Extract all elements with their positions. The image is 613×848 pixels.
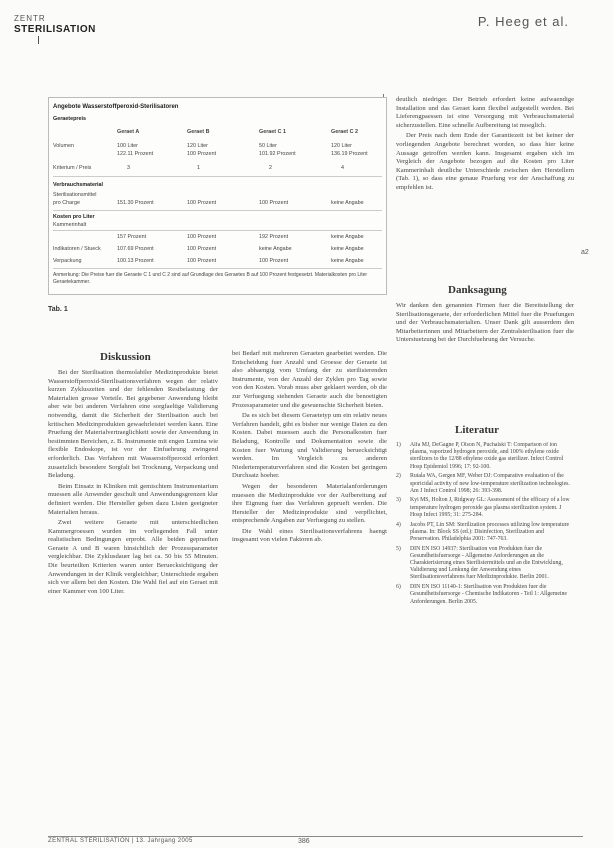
table-cell: keine Angabe [331, 234, 364, 240]
reference-number: 1) [396, 442, 401, 448]
table-rule [53, 268, 382, 269]
table-group-label: Verbrauchsmaterial [53, 182, 104, 188]
reference-item [396, 584, 574, 606]
journal-logo [14, 14, 96, 35]
paragraph: Die Wahl eines Sterilisationsverfahrens haengt insgesamt von vielen Faktoren ab. [232, 527, 387, 544]
table-cell: keine Angabe [259, 246, 292, 252]
table-caption: Tab. 1 [48, 306, 68, 313]
reference-text: DIN EN ISO 14937: Sterilisation von Produkten fuer die Gesundheitsfuersorge - Allgemeine Anforderungen an die Charakterisierung eines Sterilisiermittels und an die Entwicklung, Validierung und Lenkung der Anwendung eines Sterilisationsverfahrens fuer Medizinprodukte. Berlin 2001. [410, 545, 563, 581]
table-rule [53, 210, 382, 211]
table-col-header: Geraet C 2 [331, 129, 358, 135]
reference-number: 3) [396, 497, 401, 504]
table-cell: 120 Liter [187, 143, 208, 149]
reference-item [396, 442, 574, 471]
reference-text: Alfa MJ, DeGagne P, Olson N, Puchalski T: Comparison of ion plasma, vaporized hydrogen peroxide, and 100% ethylene oxide sterilizers to the 12/88 ethylene oxide gas sterilizer. Infect Control Hosp Epidemiol 1996; 17: 92-100. [410, 442, 564, 470]
table-footnote: Anmerkung: Die Preise fuer die Geraete C 1 und C 2 sind auf Grundlage des Geraetes B auf 100 Prozent festgesetzt. Materialkosten pro Liter Geraetekammer. [53, 272, 368, 285]
table-row-label: Verpackung [53, 258, 82, 264]
table-cell: 100 Prozent [187, 246, 217, 252]
body-column-1 [48, 369, 218, 831]
table-cell: 100.13 Prozent [117, 258, 154, 264]
paragraph: Beim Einsatz in Kliniken mit gemischtem Instrumentarium muessen alle Anwender geschult und Anwendungsgrenzen klar definiert werden. Die Hersteller geben dazu Listen geeigneter Materialien heraus. [48, 482, 218, 516]
table-row-label: pro Charge [53, 200, 80, 206]
section-heading-literatur: Literatur [455, 424, 499, 436]
reference-number: 2) [396, 473, 401, 480]
reference-text: DIN EN ISO 11140-1: Sterilisation von Produkten fuer die Gesundheitsfuersorge - Chemische Indikatoren - Teil 1: Allgemeine Anforderungen. Berlin 2005. [410, 584, 567, 605]
reference-number: 4) [396, 521, 401, 528]
table-cell: 192 Prozent [259, 234, 289, 240]
table-cell: 3 [127, 165, 130, 171]
paragraph: Zwei weitere Geraete mit unterschiedlichen Kammergroessen wurden im vorliegenden Fall unter realistischen Bedingungen erprobt. Alle beiden geprueften Geraete A und B waren hinsichtlich der Prozessparameter vergleichbar. Die Zyklusdauer lag bei ca. 50 bis 55 Minuten. Die beurteilten Kriterien waren unter Beruecksichtigung der Anwendungen in der Klinik vergleichbar; Unterschiede ergaben sich vor allem bei den Kosten. Die Wahl fiel auf ein Geraet mit einer Kammer von 100 Liter. [48, 519, 218, 595]
reference-text: Kyi MS, Holton J, Ridgway GL: Assessment of the efficacy of a low temperature hydrogen peroxide gas plasma sterilization system. J Hosp Infect 1995; 31: 275-284. [410, 497, 570, 518]
table-group-label: Geraetepreis [53, 116, 86, 122]
table-row-label: Kosten pro Liter [53, 214, 95, 220]
reference-text: Jacobs PT, Lin SM: Sterilization processes utilizing low temperature plasma. In: Block SS (ed.): Disinfection, Sterilization and Preservation. Philadelphia 2001: 747-763. [410, 521, 570, 542]
reference-number: 6) [396, 584, 401, 591]
table-title: Angebote Wasserstoffperoxid-Sterilisatoren [53, 104, 179, 110]
section-heading-danksagung: Danksagung [448, 284, 507, 296]
paragraph: Da es sich bei diesem Geraetetyp um ein relativ neues Verfahren handelt, gibt es bisher nur wenige Daten zu den Kosten. Dabei muessen auch die Personalkosten fuer Beladung, Kontrolle und Dokumentation sowie die Kosten fuer Wartung und Validierung beruecksichtigt werden. Im Vergleich zu anderen Niedertemperaturverfahren sind die Kosten bei geringem Durchsatz hoeher. [232, 412, 387, 480]
reference-item [396, 473, 574, 495]
paragraph: bei Bedarf mit mehreren Geraeten gearbeitet werden. Die Entscheidung fuer Anzahl und Groesse der Geraete ist also abhaengig vom Umfang der zu sterilisierenden Instrumente, von der Anzahl der Zyklen pro Tag sowie von den Kosten. Vorab muss aber geklaert werden, ob die zur Verfuegung stehenden Geraete auch die benoetigten Prozessparameter und die gewuenschte Sicherheit bieten. [232, 350, 387, 409]
reference-item [396, 546, 574, 582]
reference-item [396, 497, 574, 519]
paragraph: Wir danken den genannten Firmen fuer die Bereitstellung der Sterilisationsgeraete, der erforderlichen Mittel fuer die Pruefungen und der Verbrauchsmaterialien. Unser Dank gilt ausserdem den Mitarbeiterinnen und Mitarbeitern der Zentralsterilisation fuer die Unterstuetzung bei der Durchfuehrung der Versuche. [396, 302, 574, 344]
footer-rule [48, 836, 583, 837]
table-row-label: Kammerinhalt [53, 222, 87, 228]
price-comparison-table [48, 97, 387, 295]
table-cell: 4 [341, 165, 344, 171]
table-cell: keine Angabe [331, 200, 364, 206]
table-rule [53, 230, 382, 231]
logo-subline: ZENTR [14, 14, 46, 23]
paragraph: Der Preis nach dem Ende der Garantiezeit ist bei keiner der vorliegenden Angebote berechnet worden, so dass hier keine Aussage getroffen werden kann. Insgesamt ergaben sich im Vergleich der Angebote bezogen auf die Kosten pro Liter Kammerinhalt deutliche Unterschiede zwischen den Herstellern (Tab. 1), so dass eine genaue Pruefung vor der Anschaffung zu empfehlen ist. [396, 132, 574, 191]
paragraph: Wegen der besonderen Materialanforderungen muessen die Medizinprodukte vor der Aufbereitung auf ihre Eignung fuer das Verfahren geprueft werden. Die Hersteller der Medizinprodukte sind verpflichtet, entsprechende Angaben zur Verfuegung zu stellen. [232, 482, 387, 525]
table-col-header: Geraet C 1 [259, 129, 286, 135]
running-head-authors: P. Heeg et al. [477, 14, 569, 29]
body-column-3 [396, 96, 574, 260]
table-col-header: Geraet A [117, 129, 140, 135]
table-cell: 100 Liter [117, 143, 138, 149]
table-cell: 100 Prozent [187, 151, 217, 157]
margin-mark: a2 [581, 249, 589, 256]
table-cell: 50 Liter [259, 143, 277, 149]
table-cell: 120 Liter [331, 143, 352, 149]
table-row-label: Indikatoren / Stueck [53, 246, 101, 252]
table-cell: 100 Prozent [187, 234, 217, 240]
table-row-label: Volumen [53, 143, 74, 149]
logo-tick [38, 36, 39, 44]
table-cell: 122.11 Prozent [117, 151, 154, 157]
reference-text: Rutala WA, Gergen MF, Weber DJ: Comparative evaluation of the sporicidal activity of new low-temperature sterilization technologies. Am J Infect Control 1998; 26: 393-398. [410, 473, 570, 494]
reference-number: 5) [396, 545, 401, 552]
section-title: STERILISATION [14, 24, 96, 35]
table-cell: keine Angabe [331, 258, 364, 264]
reference-item [396, 522, 574, 544]
table-rule [53, 176, 382, 177]
footer-journal: ZENTRAL STERILISATION | 13. Jahrgang 2005 [48, 838, 193, 844]
body-column-2 [232, 350, 387, 831]
table-cell: 100 Prozent [259, 200, 289, 206]
table-col-header: Geraet B [187, 129, 210, 135]
table-cell: 100 Prozent [187, 258, 217, 264]
section-heading-diskussion: Diskussion [100, 351, 151, 363]
table-row-label: Sterilisationsmittel [53, 192, 97, 198]
table-row-label: Kriterium / Preis [53, 165, 92, 171]
table-cell: 107.69 Prozent [117, 246, 154, 252]
table-cell: 1 [197, 165, 200, 171]
paragraph: deutlich niedriger. Der Betrieb erfordert keine aufwaendige Installation und das Geraet kann flexibel aufgestellt werden. Bei Lieferengpaessen ist eine Versorgung mit Verbrauchsmaterial sicherzustellen. Eine schnelle Aufbereitung ist moeglich. [396, 96, 574, 129]
table-cell: 100 Prozent [187, 200, 217, 206]
table-cell: 101.92 Prozent [259, 151, 296, 157]
table-cell: 100 Prozent [259, 258, 289, 264]
reference-list [396, 442, 574, 832]
table-cell: 136.19 Prozent [331, 151, 368, 157]
paragraph: Bei der Sterilisation thermolabiler Medizinprodukte bietet Wasserstoffperoxid-Sterilisationsverfahren wegen der relativ kurzen Zykluszeiten und der fehlenden Restbelastung der Materialien grosse Vorteile. Bei gegebener Anwendung bleibt aber wie bei anderen Verfahren eine sorgfaeltige Validierung notwendig, damit die Sicherheit der Sterilisation auch bei kritischen Medizinprodukten gewaehrleistet werden kann. Eine Pruefung der Materialvertraeglichkeit sowie der Anwendung in bestimmten Bereichen, z. B. Instrumente mit engen Lumina wie flexible Endoskope, ist vor der Einfuehrung zwingend erforderlich. Das Verfahren mit Wasserstoffperoxid erfordert zusaetzlich besondere Sorgfalt bei Trocknung, Verpackung und Beladung. [48, 369, 218, 480]
table-cell: keine Angabe [331, 246, 364, 252]
table-cell: 2 [269, 165, 272, 171]
acknowledgements-text [396, 302, 574, 392]
table-cell: 151.30 Prozent [117, 200, 154, 206]
page-number: 386 [298, 838, 310, 845]
table-cell: 157 Prozent [117, 234, 147, 240]
